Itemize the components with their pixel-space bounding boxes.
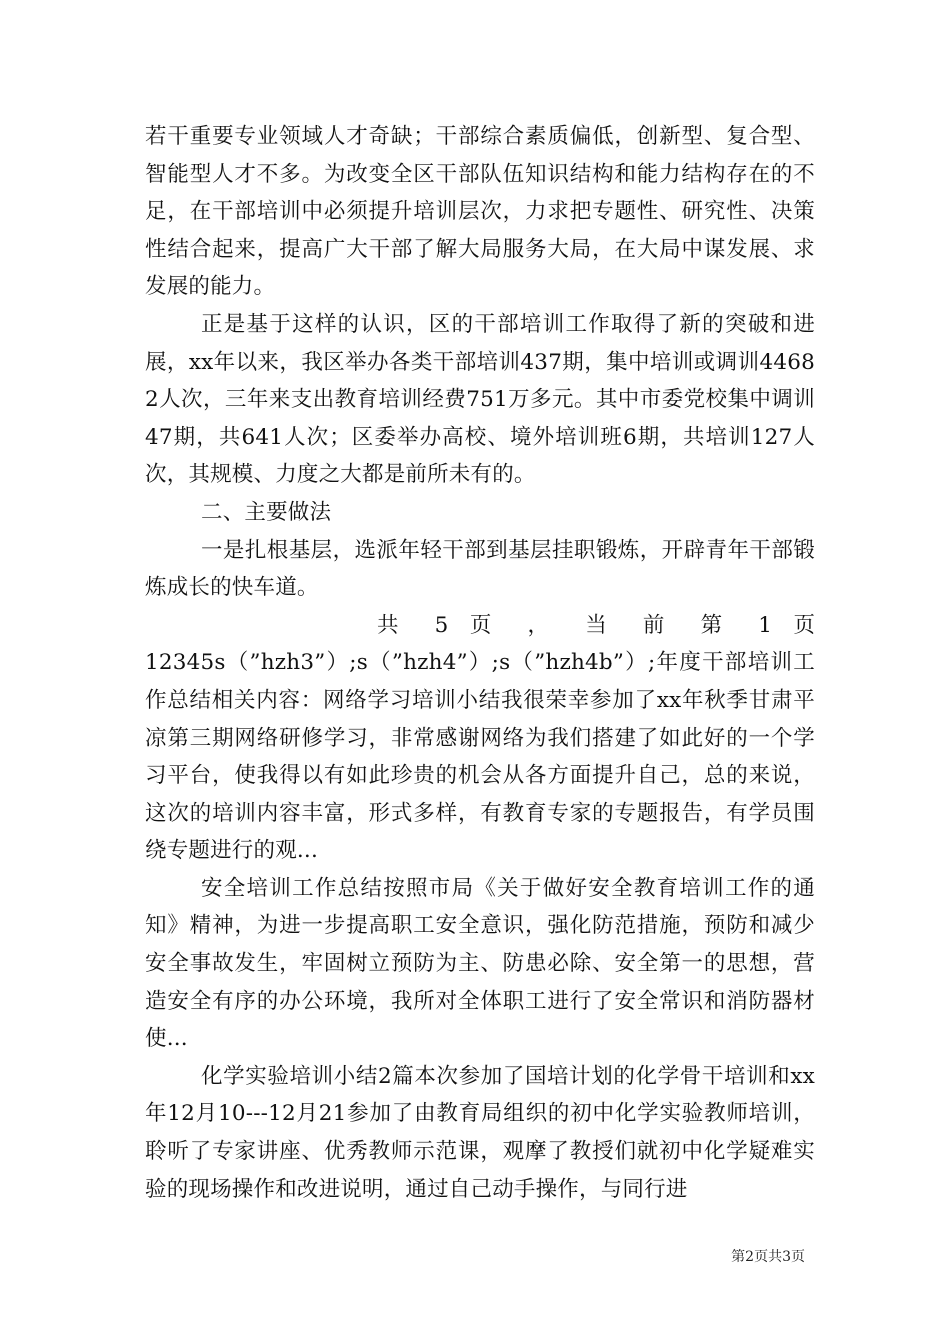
paragraph-chemistry-training: 化学实验培训小结2篇本次参加了国培计划的化学骨干培训和xx年12月10---12月21参加了由教育局组织的初中化学实验教师培训，聆听了专家讲座、优秀教师示范课，观摩了教授们就初中化学疑难实验的现场操作和改进说明，通过自己动手操作，与同行进 — [145, 1063, 815, 1202]
paragraph-related-content: 12345s（”hzh3”）;s（”hzh4”）;s（”hzh4b”）;年度干部培训工作总结相关内容：网络学习培训小结我很荣幸参加了xx年秋季甘肃平凉第三期网络研修学习，非常感谢网络为我们搭建了如此好的一个学习平台，使我得以有如此珍贵的机会从各方面提升自己，总的来说，这次的培训内容丰富，形式多样，有教育专家的专题报告，有学员围绕专题进行的观... — [145, 650, 815, 864]
page-number-footer: 第2页共3页 — [731, 1249, 805, 1265]
document-body — [145, 118, 815, 1208]
paragraph-training-results: 正是基于这样的认识，区的干部培训工作取得了新的突破和进展，xx年以来，我区举办各类干部培训437期，集中培训或调训44682人次，三年来支出教育培训经费751万多元。其中市委党校集中调训47期，共641人次；区委举办高校、境外培训班6期，共培训127人次，其规模、力度之大都是前所未有的。 — [145, 311, 815, 488]
paragraph-safety-training: 安全培训工作总结按照市局《关于做好安全教育培训工作的通知》精神，为进一步提高职工安全意识，强化防范措施，预防和减少安全事故发生，牢固树立预防为主、防患必除、安全第一的思想，营造安全有序的办公环境，我所对全体职工进行了安全常识和消防器材使... — [145, 875, 815, 1052]
paragraph-talent-shortage: 若干重要专业领域人才奇缺；干部综合素质偏低，创新型、复合型、智能型人才不多。为改变全区干部队伍知识结构和能力结构存在的不足，在干部培训中必须提升培训层次，力求把专题性、研究性、决策性结合起来，提高广大干部了解大局服务大局，在大局中谋发展、求发展的能力。 — [145, 124, 815, 300]
section-heading-main-methods: 二、主要做法 — [201, 499, 332, 525]
paragraph-grassroots-training: 一是扎根基层，选派年轻干部到基层挂职锻炼，开辟青年干部锻炼成长的快车道。 — [145, 537, 815, 601]
page-counter-text: 共 5 页 ， 当 前 第 1 页 — [377, 612, 815, 638]
